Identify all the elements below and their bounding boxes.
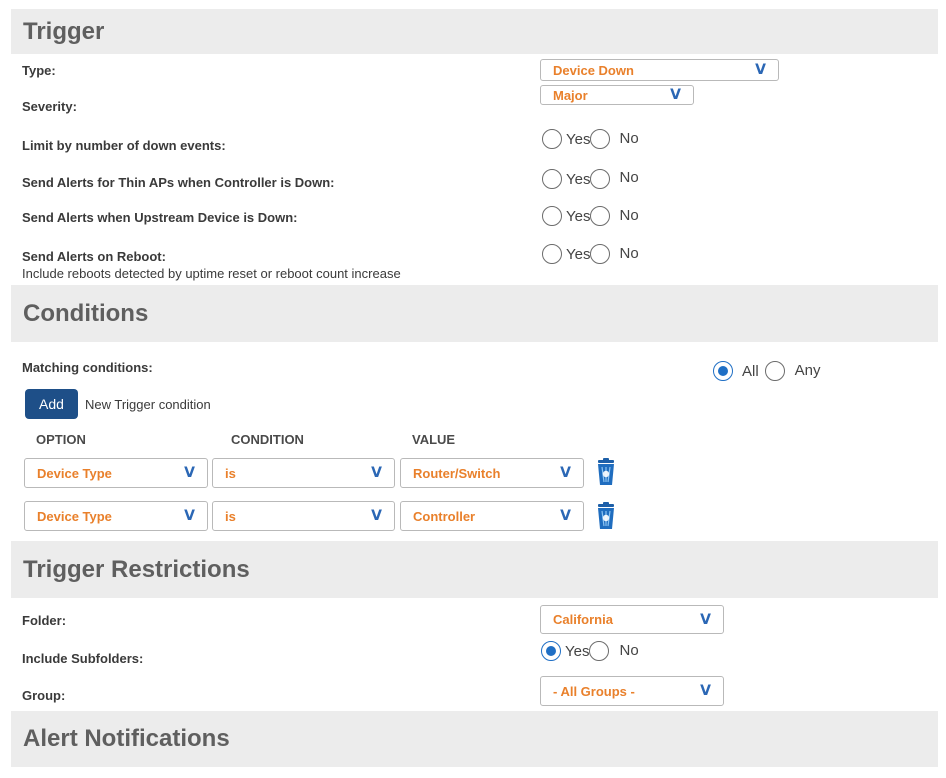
- no-label: No: [619, 206, 639, 224]
- yes-label: Yes: [565, 642, 590, 660]
- chevron-down-icon: V: [371, 465, 382, 481]
- value-value: Controller: [413, 508, 476, 524]
- limit-down-yes-radio[interactable]: [542, 129, 562, 149]
- thin-aps-label: Send Alerts for Thin APs when Controller is Down:: [22, 175, 335, 190]
- severity-label: Severity:: [22, 99, 77, 114]
- chevron-down-icon: V: [755, 62, 766, 78]
- option-value: Device Type: [37, 508, 112, 524]
- any-label: Any: [794, 361, 821, 379]
- upstream-label: Send Alerts when Upstream Device is Down:: [22, 210, 298, 225]
- match-all-radio[interactable]: [713, 361, 733, 381]
- chevron-down-icon: V: [184, 508, 195, 524]
- upstream-yes-radio[interactable]: [542, 206, 562, 226]
- chevron-down-icon: V: [670, 87, 681, 103]
- thin-aps-no-radio[interactable]: [590, 169, 610, 189]
- reboot-label: Send Alerts on Reboot:: [22, 249, 166, 264]
- condition-operator-select[interactable]: [212, 458, 395, 488]
- thin-aps-yes-radio[interactable]: [542, 169, 562, 189]
- subfolders-radio-group: [541, 641, 639, 661]
- upstream-radio-group: [542, 206, 639, 226]
- yes-label: Yes: [566, 207, 591, 225]
- notifications-section-header: [11, 711, 938, 767]
- no-label: No: [619, 168, 639, 186]
- chevron-down-icon: V: [371, 508, 382, 524]
- type-select-value: Device Down: [553, 62, 634, 78]
- yes-label: Yes: [566, 130, 591, 148]
- condition-value-select[interactable]: [400, 501, 584, 531]
- chevron-down-icon: V: [700, 611, 711, 628]
- no-label: No: [619, 244, 639, 262]
- matching-radio-group: [713, 361, 821, 381]
- condition-value: is: [225, 508, 236, 524]
- reboot-yes-radio[interactable]: [542, 244, 562, 264]
- severity-select-value: Major: [553, 87, 588, 103]
- type-select[interactable]: [540, 59, 779, 81]
- condition-option-select[interactable]: [24, 458, 208, 488]
- add-condition-hint: New Trigger condition: [85, 397, 211, 412]
- notifications-title: Alert Notifications: [23, 725, 230, 752]
- trash-icon[interactable]: [595, 458, 617, 486]
- folder-select-value: California: [553, 612, 613, 627]
- folder-select[interactable]: [540, 605, 724, 634]
- yes-label: Yes: [566, 170, 591, 188]
- reboot-no-radio[interactable]: [590, 244, 610, 264]
- trash-icon[interactable]: [595, 502, 617, 530]
- limit-down-no-radio[interactable]: [590, 129, 610, 149]
- match-any-radio[interactable]: [765, 361, 785, 381]
- option-value: Device Type: [37, 465, 112, 481]
- type-label: Type:: [22, 63, 56, 78]
- chevron-down-icon: V: [560, 508, 571, 524]
- conditions-title: Conditions: [23, 299, 149, 327]
- matching-conditions-label: Matching conditions:: [22, 360, 153, 375]
- condition-value: is: [225, 465, 236, 481]
- option-column-header: OPTION: [36, 432, 86, 447]
- limit-down-radio-group: [542, 129, 639, 149]
- condition-value-select[interactable]: [400, 458, 584, 488]
- no-label: No: [619, 129, 639, 147]
- all-label: All: [742, 362, 759, 380]
- limit-down-label: Limit by number of down events:: [22, 138, 226, 153]
- chevron-down-icon: V: [700, 683, 711, 699]
- condition-operator-select[interactable]: [212, 501, 395, 531]
- chevron-down-icon: V: [560, 465, 571, 481]
- add-condition-button[interactable]: Add: [25, 389, 78, 419]
- folder-label: Folder:: [22, 613, 67, 628]
- condition-option-select[interactable]: [24, 501, 208, 531]
- value-value: Router/Switch: [413, 465, 501, 481]
- no-label: No: [619, 641, 639, 659]
- thin-aps-radio-group: [542, 169, 639, 189]
- chevron-down-icon: V: [184, 465, 195, 481]
- reboot-sublabel: Include reboots detected by uptime reset or reboot count increase: [22, 266, 401, 281]
- group-label: Group:: [22, 688, 66, 703]
- subfolders-label: Include Subfolders:: [22, 651, 144, 666]
- yes-label: Yes: [566, 245, 591, 263]
- restrictions-title: Trigger Restrictions: [23, 555, 250, 583]
- subfolders-yes-radio[interactable]: [541, 641, 561, 661]
- subfolders-no-radio[interactable]: [589, 641, 609, 661]
- severity-select[interactable]: [540, 85, 694, 105]
- trigger-title: Trigger: [23, 17, 105, 45]
- value-column-header: VALUE: [412, 432, 456, 447]
- group-select[interactable]: [540, 676, 724, 706]
- upstream-no-radio[interactable]: [590, 206, 610, 226]
- reboot-radio-group: [542, 244, 639, 264]
- restrictions-section-header: [11, 541, 938, 598]
- condition-column-header: CONDITION: [231, 432, 304, 447]
- group-select-value: - All Groups -: [553, 683, 635, 699]
- conditions-section-header: [11, 285, 938, 342]
- trigger-section-header: [11, 9, 938, 54]
